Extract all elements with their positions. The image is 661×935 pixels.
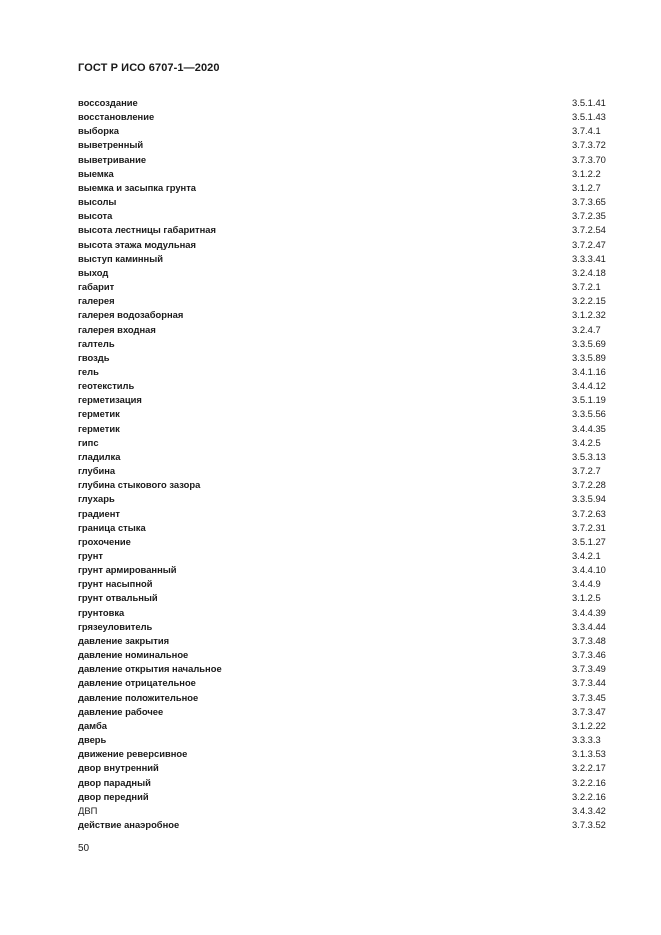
index-ref: 3.7.3.70 [572, 153, 606, 165]
index-entry [78, 521, 612, 535]
index-term: гель [78, 365, 99, 377]
index-term: воссоздание [78, 97, 138, 108]
index-entry [78, 379, 612, 393]
index-entry [78, 804, 612, 818]
index-entry [78, 308, 612, 322]
index-ref: 3.7.2.1 [572, 281, 601, 293]
index-term: действие анаэробное [78, 818, 180, 830]
index-entry [78, 818, 612, 832]
index-entry [78, 450, 612, 464]
index-entry [78, 761, 612, 775]
index-ref: 3.7.3.52 [572, 818, 606, 830]
index-entry [78, 549, 612, 563]
index-term: глубина [78, 465, 116, 477]
index-entry [78, 365, 612, 379]
index-ref: 3.3.5.69 [572, 337, 606, 349]
index-ref: 3.7.2.54 [572, 224, 606, 236]
index-entry [78, 464, 612, 478]
index-ref: 3.4.2.1 [572, 550, 601, 561]
index-term: геотекстиль [78, 380, 135, 392]
index-entry [78, 719, 612, 733]
index-ref: 3.7.3.46 [572, 649, 606, 661]
index-entry [78, 124, 612, 138]
index-term: высота этажа модульная [78, 238, 196, 250]
index-term: гипс [78, 436, 99, 448]
index-entry [78, 153, 612, 167]
index-ref: 3.3.4.44 [572, 620, 606, 632]
index-ref: 3.3.3.41 [572, 252, 606, 264]
index-ref: 3.5.3.13 [572, 450, 606, 462]
index-term: гладилка [78, 450, 121, 462]
index-entry [78, 705, 612, 719]
index-term: давление положительное [78, 691, 199, 703]
index-term: граница стыка [78, 521, 146, 533]
index-entry [78, 110, 612, 124]
index-entry [78, 181, 612, 195]
index-term: ДВП [78, 804, 98, 816]
index-ref: 3.3.3.3 [572, 734, 601, 746]
index-ref: 3.3.5.94 [572, 493, 606, 505]
index-term: грунт отвальный [78, 592, 158, 604]
index-term: грунт насыпной [78, 578, 153, 590]
index-entry [78, 591, 612, 605]
index-term: давление номинальное [78, 649, 189, 661]
index-ref: 3.3.5.89 [572, 351, 606, 363]
index-entry [78, 620, 612, 634]
index-term: герметизация [78, 394, 142, 406]
index-term: высота лестницы габаритная [78, 224, 216, 236]
page-header-standard: ГОСТ Р ИСО 6707-1—2020 [78, 62, 220, 74]
index-ref: 3.4.4.35 [572, 422, 606, 434]
index-ref: 3.5.1.27 [572, 535, 606, 547]
index-ref: 3.5.1.41 [572, 97, 606, 108]
index-entry [78, 280, 612, 294]
index-term: дверь [78, 734, 107, 746]
index-entry [78, 422, 612, 436]
index-entry [78, 209, 612, 223]
index-ref: 3.7.3.44 [572, 677, 606, 689]
index-ref: 3.3.5.56 [572, 408, 606, 420]
index-ref: 3.4.4.10 [572, 564, 606, 576]
index-ref: 3.7.2.7 [572, 465, 601, 477]
index-term: герметик [78, 422, 120, 434]
index-ref: 3.7.3.49 [572, 663, 606, 675]
index-entry [78, 167, 612, 181]
index-ref: 3.4.4.12 [572, 380, 606, 392]
index-ref: 3.1.2.2 [572, 167, 601, 179]
index-ref: 3.7.2.28 [572, 479, 606, 491]
index-entry [78, 323, 612, 337]
index-term: галерея [78, 295, 115, 307]
index-entry [78, 563, 612, 577]
index-entry [78, 606, 612, 620]
index-entry [78, 662, 612, 676]
index-ref: 3.4.1.16 [572, 365, 606, 377]
index-ref: 3.1.2.7 [572, 181, 601, 193]
index-entry [78, 648, 612, 662]
index-term: выветренный [78, 139, 144, 151]
index-entry [78, 138, 612, 152]
index-entry [78, 747, 612, 761]
index-ref: 3.1.2.32 [572, 309, 606, 321]
index-term: двор внутренний [78, 762, 159, 774]
index-entry [78, 96, 612, 110]
index-term: высота [78, 210, 113, 222]
index-ref: 3.2.2.16 [572, 790, 606, 802]
index-term: давление закрытия [78, 634, 170, 646]
index-entry [78, 223, 612, 237]
index-ref: 3.5.1.19 [572, 394, 606, 406]
index-term: галерея водозаборная [78, 309, 184, 321]
index-term: выемка и засыпка грунта [78, 181, 197, 193]
index-term: выветривание [78, 153, 147, 165]
index-entry [78, 535, 612, 549]
index-ref: 3.2.2.17 [572, 762, 606, 774]
index-term: выступ каминный [78, 252, 163, 264]
index-ref: 3.2.4.7 [572, 323, 601, 335]
index-entry [78, 252, 612, 266]
index-term: движение реверсивное [78, 748, 188, 760]
index-ref: 3.7.3.48 [572, 634, 606, 646]
index-entry [78, 238, 612, 252]
index-term: выход [78, 266, 109, 278]
index-term: грязеуловитель [78, 620, 153, 632]
index-ref: 3.4.3.42 [572, 804, 606, 816]
index-entry [78, 676, 612, 690]
index-ref: 3.2.2.15 [572, 295, 606, 307]
index-ref: 3.1.2.5 [572, 592, 601, 604]
index-term: грунт армированный [78, 564, 177, 576]
index-term: выемка [78, 167, 114, 179]
index-entry [78, 507, 612, 521]
index-entry [78, 577, 612, 591]
page-number: 50 [78, 843, 90, 854]
index-term: глубина стыкового зазора [78, 479, 201, 491]
index-entry [78, 436, 612, 450]
index-ref: 3.7.2.63 [572, 507, 606, 519]
index-term: грунт [78, 550, 103, 561]
index-entry [78, 733, 612, 747]
index-ref: 3.7.3.72 [572, 139, 606, 151]
index-ref: 3.7.2.31 [572, 521, 606, 533]
index-term: восстановление [78, 111, 155, 123]
index-ref: 3.2.2.16 [572, 776, 606, 788]
index-ref: 3.7.4.1 [572, 125, 601, 137]
index-term: выборка [78, 125, 119, 137]
index-ref: 3.7.2.47 [572, 238, 606, 250]
index-term: грохочение [78, 535, 131, 547]
index-entry [78, 634, 612, 648]
index-entry [78, 492, 612, 506]
index-entry [78, 478, 612, 492]
index-term: галерея входная [78, 323, 156, 335]
index-term: давление открытия начальное [78, 663, 222, 675]
index-ref: 3.7.2.35 [572, 210, 606, 222]
index-ref: 3.4.4.9 [572, 578, 601, 590]
index-term: градиент [78, 507, 121, 519]
index-term: двор передний [78, 790, 149, 802]
index-term: герметик [78, 408, 120, 420]
index-entry [78, 776, 612, 790]
index-ref: 3.2.4.18 [572, 266, 606, 278]
index-ref: 3.1.3.53 [572, 748, 606, 760]
index-term: гвоздь [78, 351, 110, 363]
index-entry [78, 195, 612, 209]
index-ref: 3.5.1.43 [572, 111, 606, 123]
index-term: давление рабочее [78, 705, 164, 717]
index-term: высолы [78, 196, 117, 208]
index-entry [78, 294, 612, 308]
index-term: давление отрицательное [78, 677, 196, 689]
index-entry [78, 266, 612, 280]
index-list [78, 96, 612, 832]
index-entry [78, 691, 612, 705]
index-entry [78, 393, 612, 407]
index-term: галтель [78, 337, 115, 349]
index-ref: 3.4.2.5 [572, 436, 601, 448]
index-ref: 3.1.2.22 [572, 719, 606, 731]
index-term: дамба [78, 719, 107, 731]
index-term: двор парадный [78, 776, 151, 788]
index-term: габарит [78, 281, 115, 293]
index-term: грунтовка [78, 606, 125, 618]
index-entry [78, 337, 612, 351]
index-ref: 3.7.3.45 [572, 691, 606, 703]
index-ref: 3.4.4.39 [572, 606, 606, 618]
index-ref: 3.7.3.47 [572, 705, 606, 717]
index-ref: 3.7.3.65 [572, 196, 606, 208]
index-term: глухарь [78, 493, 115, 505]
index-entry [78, 407, 612, 421]
index-entry [78, 790, 612, 804]
index-entry [78, 351, 612, 365]
